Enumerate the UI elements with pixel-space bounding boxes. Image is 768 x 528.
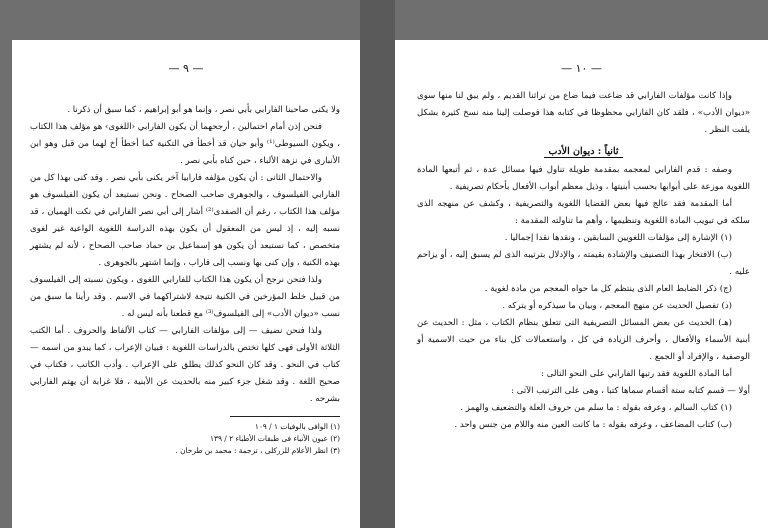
page-number: — ١٠ — (561, 62, 602, 75)
paragraph: وصفه : قدم الفارابي لمعجمه بمقدمة طويلة تناول فيها مسائل عدة ، ثم أتبعها المادة اللغوية موزعة على أبوابها بحسب أبنيتها ، وذيل معظم أبواب الأفعال بأحكام تصريفية . (417, 165, 750, 192)
paragraph: والاحتمال الثانى : أن يكون مؤلفه فارابيا آخر يكنى بأبي نصر . وقد كنى بهذا كل من الفارابي الفيلسوف ، والجوهرى صاحب الصحاح . ونحن نستبعد أن يكون الفيلسوف هو مؤلف هذا الكتاب ، رغم أن الصفدى⁽²⁾ أشار إلى أبي نصر الفارابي في نكت الهميان ، قد نسبه إليه ، إذ ليس من المعقول أن يكون بهذه الدراسة اللغوية الواعية غير لغوى متخصص ، كما نستبعد أن يكون هو إسماعيل بن حماد صاحب الصحاح ، لأنه لم يشتهر بهذه الكنية ، وإن كنى بها ونسب إلى فاراب ، وإنما اشتهر بالجوهرى . (30, 173, 340, 268)
paragraph: فنحن إذن أمام احتمالين ، أرجحهما أن يكون الفارابي ‹اللغوى› هو مؤلف هذا الكتاب ، ويكون السيوطى⁽¹⁾ وأبو حيان قد أخطأ في التكنية كما أخطأ أخ لهما من قبل وهو ابن الأنبارى في نزهة الألباء ، حين كناه بأبي نصر . (30, 122, 340, 166)
section-heading (417, 143, 750, 160)
list-item: (د) تفصيل الحديث عن منهج المعجم ، وبيان ما سيذكره أو يتركه . (502, 301, 732, 311)
footnote: (٣) انظر الأعلام للزركلى ، ترجمة : محمد بن طرخان . (175, 446, 340, 455)
footnote: (٢) عيون الأنباء فى طبقات الأطباء ٢ / ١٣٩ (210, 434, 340, 443)
page-gutter (360, 0, 395, 528)
list-item: (ب) كتاب المضاعف ، وعرفه بقوله : ما كانت العين منه واللام من جنس واحد . (454, 420, 732, 430)
footnote-separator (230, 416, 340, 417)
paragraph: أولا — قسم كتابه ستة أقسام سماها كتبا ، وهى على الترتيب الآتى : (511, 386, 750, 396)
right-page (395, 40, 768, 528)
section-heading-text: ثانياً : ديوان الأدب (544, 146, 622, 158)
footnote: (١) الوافى بالوفيات ١ / ١٠٩ (254, 422, 340, 431)
paragraph: وإذا كانت مؤلفات الفارابي قد ضاعت فيما ضاع من تراثنا القديم ، ولم يبق لنا منها سوى «ديوان الأدب» ، فلقد كان الفارابي محظوظا في كتابه هذا فوصلت إلينا منه نسخ كثيرة بشكل يلفت النظر . (417, 91, 750, 135)
left-page (12, 40, 360, 528)
list-item: (ج) ذكر الضابط العام الذى ينتظم كل ما حواه المعجم من مادة لغوية . (484, 284, 732, 294)
list-item: (ب) الافتخار بهذا التصنيف والإشادة بقيمته ، والإدلال بترتيبه الذى لم يسبق إليه ، أو يزاحم عليه . (417, 250, 750, 277)
list-item: (هـ) الحديث عن بعض المسائل التصريفية التى تتعلق بنظام الكتاب ، مثل : الحديث عن أبنية الأسماء والأفعال ، وأحرف الزيادة في كل ، واستعمالات كل بناء من حيث الاسمية أو الوصفية ، والإفراد أو الجمع . (417, 318, 750, 362)
list-item: (١) كتاب السالم ، وعرفه بقوله : ما سلم من حروف العلة والتضعيف والهمز . (460, 403, 732, 413)
paragraph: ولا يكنى صاحبنا الفارابي بأبي نصر ، وإنما هو أبو إبراهيم ، كما سبق أن ذكرنا . (67, 105, 340, 115)
right-page-body (417, 88, 750, 434)
page-number: — ٩ — (168, 62, 204, 75)
paragraph: أما المادة اللغوية فقد رتبها الفارابي على النحو التالى : (541, 369, 732, 379)
list-item: (١) الإشارة إلى مؤلفات اللغويين السابقين ، ونقدها نقدا إجماليا . (504, 233, 732, 243)
paragraph: أما المقدمة فقد عالج فيها بعض القضايا اللغوية والتصريفية ، وكشف عن منهجه الذى سلكه في تبويب المادة اللغوية وتنظيمها ، وأهم ما تناولته المقدمة : (417, 199, 750, 226)
paragraph: ولذا فنحن نرجح أن يكون هذا الكتاب للفارابي اللغوى ، ويكون نسبته إلى الفيلسوف من قبيل خلط المؤرخين في الكنية نتيجة لاشتراكهما في الاسم . وقد رأينا ما سبق من نسب «ديوان الأدب» إلى الفيلسوف⁽³⁾ مع قطعنا بأنه ليس له . (30, 275, 340, 319)
paragraph: ولذا فنحن نضيف — إلى مؤلفات الفارابي — كتاب الألفاظ والحروف . أما الكتب الثلاثة الأولى فهى كلها تختص بالدراسات اللغوية : فبيان الإعراب ، كما يبدو من اسمه — كتاب في النحو . وقد كان النحو كذلك يطلق على الإعراب . وأدب الكاتب ، فكتاب في صحيح اللغة . وقد شغل جزء كبير منه بالحديث عن الأبنية ، فلا غرابة أن يهتم الفارابي بشرحه . (30, 326, 340, 404)
left-page-body (30, 102, 340, 457)
